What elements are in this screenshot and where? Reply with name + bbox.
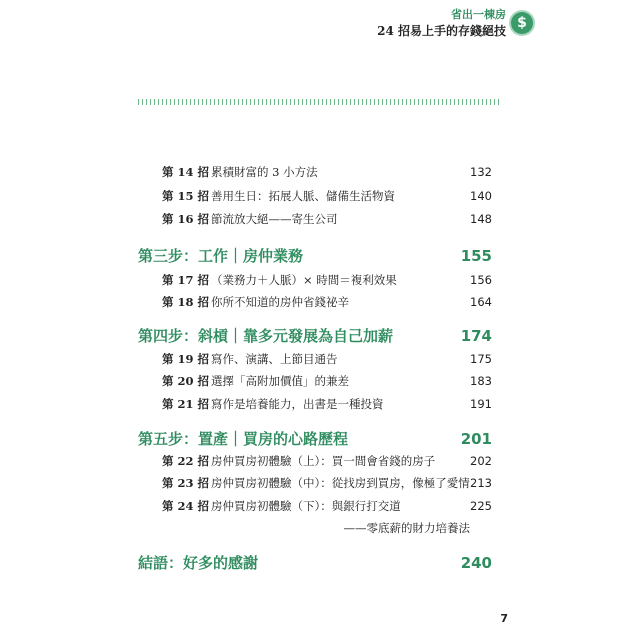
entry-number: 第 16 招	[162, 212, 210, 226]
book-title: 省出一棟房	[451, 8, 506, 21]
toc-continuation	[0, 518, 640, 538]
toc-entry	[0, 394, 640, 414]
section-page: 155	[460, 247, 492, 265]
entry-title: 寫作是培養能力，出書是一種投資	[211, 397, 384, 411]
entry-title: 房仲買房初體驗（中）：從找房到買房，像極了愛情	[211, 476, 470, 490]
entry-page: 175	[470, 352, 492, 366]
entry-title-continuation: ——零底薪的財力培養法	[343, 521, 470, 535]
book-subtitle: 24 招易上手的存錢絕技	[377, 24, 506, 38]
entry-title: （業務力＋人脈）× 時間＝複利效果	[211, 273, 397, 287]
entry-number: 第 24 招	[162, 499, 210, 513]
entry-page: 202	[470, 454, 492, 468]
toc-entry	[0, 496, 640, 516]
toc-section	[0, 324, 640, 344]
toc-section	[0, 244, 640, 264]
entry-number: 第 20 招	[162, 374, 210, 388]
entry-number: 第 17 招	[162, 273, 210, 287]
entry-page: 213	[470, 476, 492, 490]
entry-number: 第 21 招	[162, 397, 210, 411]
entry-page: 183	[470, 374, 492, 388]
entry-page: 132	[470, 165, 492, 179]
toc-entry	[0, 186, 640, 206]
entry-number: 第 23 招	[162, 476, 210, 490]
entry-number: 第 22 招	[162, 454, 210, 468]
dollar-coin-icon: $	[511, 12, 533, 34]
toc-section	[0, 427, 640, 447]
toc-entry	[0, 292, 640, 312]
entry-title: 善用生日：拓展人脈、儲備生活物資	[211, 189, 395, 203]
section-page: 240	[460, 554, 492, 572]
toc-entry	[0, 451, 640, 471]
section-title: 第四步：斜槓｜靠多元發展為自己加薪	[138, 327, 394, 345]
entry-title: 節流放大絕——寄生公司	[211, 212, 338, 226]
entry-page: 164	[470, 295, 492, 309]
page-number: 7	[500, 612, 508, 625]
entry-number: 第 15 招	[162, 189, 210, 203]
entry-title: 累積財富的 3 小方法	[211, 165, 318, 179]
section-title: 第三步：工作｜房仲業務	[138, 247, 304, 265]
entry-title: 房仲買房初體驗（下）：與銀行打交道	[211, 499, 401, 513]
entry-title: 選擇「高附加價值」的兼差	[211, 374, 349, 388]
entry-page: 225	[470, 499, 492, 513]
toc-entry	[0, 349, 640, 369]
entry-number: 第 19 招	[162, 352, 210, 366]
toc-entry	[0, 209, 640, 229]
dotted-divider	[138, 99, 500, 105]
entry-page: 191	[470, 397, 492, 411]
toc-entry	[0, 371, 640, 391]
entry-number: 第 14 招	[162, 165, 210, 179]
section-page: 201	[460, 430, 492, 448]
section-title: 結語：好多的感謝	[138, 554, 259, 572]
entry-title: 房仲買房初體驗（上）：買一間會省錢的房子	[211, 454, 436, 468]
toc-entry	[0, 162, 640, 182]
entry-title: 寫作、演講、上節目通告	[211, 352, 338, 366]
entry-number: 第 18 招	[162, 295, 210, 309]
toc-section	[0, 551, 640, 571]
toc-entry	[0, 270, 640, 290]
entry-page: 140	[470, 189, 492, 203]
entry-page: 156	[470, 273, 492, 287]
section-page: 174	[460, 327, 492, 345]
toc-entry	[0, 473, 640, 493]
running-header	[377, 8, 506, 39]
entry-page: 148	[470, 212, 492, 226]
section-title: 第五步：置產｜買房的心路歷程	[138, 430, 349, 448]
entry-title: 你所不知道的房仲省錢祕辛	[211, 295, 349, 309]
